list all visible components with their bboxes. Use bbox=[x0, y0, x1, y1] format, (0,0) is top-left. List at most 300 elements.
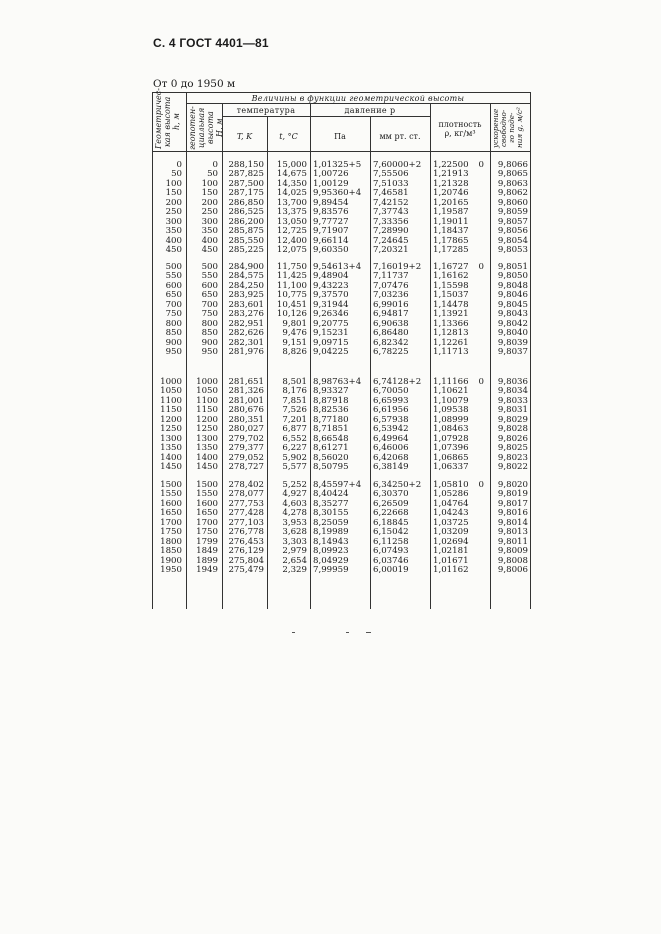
cell-H: 500 bbox=[201, 262, 218, 272]
cell-H: 1400 bbox=[196, 452, 218, 463]
table-row bbox=[152, 547, 530, 556]
cell-H: 650 bbox=[201, 290, 218, 301]
cell-rho: 1,21328 bbox=[433, 178, 469, 189]
cell-pa: 1,00726 bbox=[313, 169, 349, 180]
cell-h: 150 bbox=[165, 188, 182, 199]
cell-h: 1400 bbox=[160, 452, 182, 463]
cell-pa: 9,83576 bbox=[313, 207, 349, 218]
cell-mm: 7,20321 bbox=[373, 245, 409, 256]
header-geopot-height: геопотен-циальная высота H, м bbox=[188, 106, 224, 150]
cell-pa: 8,71851 bbox=[313, 424, 349, 435]
cell-pa: 9,66114 bbox=[313, 235, 349, 246]
table-right-rule bbox=[530, 92, 531, 609]
scan-speck bbox=[346, 632, 349, 633]
cell-g: 9,8054 bbox=[497, 235, 528, 246]
page-header: С. 4 ГОСТ 4401—81 bbox=[153, 36, 269, 50]
cell-H: 1450 bbox=[196, 462, 218, 473]
cell-t: 13,050 bbox=[276, 216, 307, 227]
cell-g: 9,8042 bbox=[497, 318, 528, 329]
header-mmhg: мм рт. ст. bbox=[379, 132, 421, 141]
cell-pa: 8,93327 bbox=[313, 386, 349, 397]
cell-t: 4,603 bbox=[282, 498, 307, 509]
cell-e: 0 bbox=[478, 160, 484, 170]
cell-T: 276,453 bbox=[228, 536, 264, 547]
cell-mm: 6,82342 bbox=[373, 337, 409, 348]
cell-mm: 6,15042 bbox=[373, 527, 409, 538]
cell-rho: 1,10621 bbox=[433, 386, 469, 397]
cell-T: 280,027 bbox=[228, 424, 264, 435]
cell-T: 279,702 bbox=[228, 433, 264, 444]
cell-mm: 6,99016 bbox=[373, 299, 409, 310]
cell-g: 9,8039 bbox=[497, 337, 528, 348]
cell-mm: 7,46581 bbox=[373, 188, 409, 199]
cell-T: 282,626 bbox=[228, 328, 264, 339]
cell-h: 850 bbox=[165, 328, 182, 339]
cell-mm: 6,57938 bbox=[373, 414, 409, 425]
cell-rho: 1,01671 bbox=[433, 555, 469, 566]
header-pa: Па bbox=[334, 132, 346, 141]
cell-g: 9,8026 bbox=[497, 433, 528, 444]
cell-T: 277,428 bbox=[228, 508, 264, 519]
cell-g: 9,8014 bbox=[497, 517, 528, 528]
table-row bbox=[152, 291, 530, 300]
cell-t: 14,675 bbox=[276, 169, 307, 180]
cell-pa: 8,19989 bbox=[313, 527, 349, 538]
table-row bbox=[152, 444, 530, 453]
header-pressure: давление p bbox=[344, 106, 396, 115]
cell-h: 950 bbox=[165, 347, 182, 358]
cell-t: 2,979 bbox=[282, 546, 307, 557]
cell-pa: 8,40424 bbox=[313, 489, 349, 500]
cell-t: 11,425 bbox=[276, 271, 307, 282]
cell-T: 283,601 bbox=[228, 299, 264, 310]
cell-pa: 9,20775 bbox=[313, 318, 349, 329]
cell-mm: 7,11737 bbox=[373, 271, 409, 282]
cell-t: 7,851 bbox=[282, 395, 307, 406]
cell-t: 9,476 bbox=[282, 328, 307, 339]
cell-g: 9,8036 bbox=[497, 377, 528, 387]
cell-h: 1750 bbox=[160, 527, 182, 538]
cell-pa: 9,89454 bbox=[313, 197, 349, 208]
cell-g: 9,8063 bbox=[497, 178, 528, 189]
cell-g: 9,8040 bbox=[497, 328, 528, 339]
cell-t: 5,577 bbox=[282, 462, 307, 473]
cell-h: 350 bbox=[165, 226, 182, 237]
cell-rho: 1,16162 bbox=[433, 271, 469, 282]
cell-T: 279,377 bbox=[228, 443, 264, 454]
cell-mm: 6,94817 bbox=[373, 309, 409, 320]
cell-rho: 1,20165 bbox=[433, 197, 469, 208]
cell-T: 283,925 bbox=[228, 290, 264, 301]
cell-g: 9,8045 bbox=[497, 299, 528, 310]
cell-rho: 1,16727 bbox=[433, 262, 469, 272]
cell-h: 400 bbox=[165, 235, 182, 246]
cell-g: 9,8060 bbox=[497, 197, 528, 208]
cell-g: 9,8008 bbox=[497, 555, 528, 566]
cell-mm: 6,78225 bbox=[373, 347, 409, 358]
cell-g: 9,8029 bbox=[497, 414, 528, 425]
cell-pa: 8,45597+4 bbox=[313, 480, 362, 490]
cell-H: 1300 bbox=[196, 433, 218, 444]
cell-mm: 6,65993 bbox=[373, 395, 409, 406]
cell-mm: 6,07493 bbox=[373, 546, 409, 557]
cell-h: 1450 bbox=[160, 462, 182, 473]
cell-mm: 6,26509 bbox=[373, 498, 409, 509]
cell-rho: 1,08999 bbox=[433, 414, 469, 425]
cell-H: 1500 bbox=[196, 480, 218, 490]
cell-pa: 9,09715 bbox=[313, 337, 349, 348]
cell-mm: 6,70050 bbox=[373, 386, 409, 397]
cell-g: 9,8033 bbox=[497, 395, 528, 406]
cell-pa: 9,15231 bbox=[313, 328, 349, 339]
cell-rho: 1,07396 bbox=[433, 443, 469, 454]
cell-H: 450 bbox=[201, 245, 218, 256]
cell-rho: 1,17865 bbox=[433, 235, 469, 246]
cell-T: 280,676 bbox=[228, 405, 264, 416]
cell-t: 11,750 bbox=[276, 262, 307, 272]
header-temperature: температура bbox=[236, 106, 296, 115]
cell-T: 287,825 bbox=[228, 169, 264, 180]
cell-H: 1350 bbox=[196, 443, 218, 454]
cell-T: 287,500 bbox=[228, 178, 264, 189]
cell-g: 9,8006 bbox=[497, 565, 528, 576]
cell-h: 450 bbox=[165, 245, 182, 256]
cell-pa: 8,35277 bbox=[313, 498, 349, 509]
cell-T: 277,753 bbox=[228, 498, 264, 509]
cell-pa: 8,25059 bbox=[313, 517, 349, 528]
cell-g: 9,8017 bbox=[497, 498, 528, 509]
cell-t: 10,451 bbox=[276, 299, 307, 310]
cell-h: 1900 bbox=[160, 555, 182, 566]
cell-mm: 6,49964 bbox=[373, 433, 409, 444]
header-accel: ускорение свободно-го паде-ния g, м/с² bbox=[491, 107, 524, 149]
cell-H: 700 bbox=[201, 299, 218, 310]
cell-rho: 1,15037 bbox=[433, 290, 469, 301]
header-bottom-rule bbox=[152, 151, 530, 152]
cell-h: 100 bbox=[165, 178, 182, 189]
header-t: t, °C bbox=[279, 132, 298, 141]
cell-g: 9,8059 bbox=[497, 207, 528, 218]
cell-rho: 1,02181 bbox=[433, 546, 469, 557]
cell-h: 1200 bbox=[160, 414, 182, 425]
cell-g: 9,8022 bbox=[497, 462, 528, 473]
cell-h: 1700 bbox=[160, 517, 182, 528]
cell-T: 278,727 bbox=[228, 462, 264, 473]
cell-pa: 8,61271 bbox=[313, 443, 349, 454]
temperature-rule bbox=[222, 116, 310, 117]
cell-T: 286,850 bbox=[228, 197, 264, 208]
cell-g: 9,8023 bbox=[497, 452, 528, 463]
cell-h: 800 bbox=[165, 318, 182, 329]
table-row bbox=[152, 406, 530, 415]
cell-H: 1949 bbox=[196, 565, 218, 576]
cell-h: 1150 bbox=[160, 405, 182, 416]
header-density: плотность ρ, кг/м³ bbox=[438, 120, 482, 138]
cell-g: 9,8048 bbox=[497, 280, 528, 291]
table-row bbox=[152, 566, 530, 575]
cell-rho: 1,13366 bbox=[433, 318, 469, 329]
cell-T: 285,550 bbox=[228, 235, 264, 246]
cell-t: 13,375 bbox=[276, 207, 307, 218]
cell-h: 50 bbox=[171, 169, 182, 180]
cell-T: 282,951 bbox=[228, 318, 264, 329]
cell-h: 750 bbox=[165, 309, 182, 320]
cell-g: 9,8053 bbox=[497, 245, 528, 256]
cell-h: 1250 bbox=[160, 424, 182, 435]
cell-h: 0 bbox=[176, 160, 182, 170]
cell-h: 1600 bbox=[160, 498, 182, 509]
cell-pa: 9,43223 bbox=[313, 280, 349, 291]
scan-speck bbox=[366, 632, 371, 633]
table-row bbox=[152, 528, 530, 537]
cell-rho: 1,15598 bbox=[433, 280, 469, 291]
cell-t: 8,176 bbox=[282, 386, 307, 397]
cell-rho: 1,04764 bbox=[433, 498, 469, 509]
cell-g: 9,8016 bbox=[497, 508, 528, 519]
table-row bbox=[152, 189, 530, 198]
header-geom-height: Геометричес-кая высота h, м bbox=[154, 88, 181, 149]
table-row bbox=[152, 425, 530, 434]
cell-g: 9,8050 bbox=[497, 271, 528, 282]
cell-mm: 6,03746 bbox=[373, 555, 409, 566]
cell-pa: 9,48904 bbox=[313, 271, 349, 282]
cell-pa: 8,56020 bbox=[313, 452, 349, 463]
range-label: От 0 до 1950 м bbox=[153, 78, 236, 90]
cell-mm: 7,33356 bbox=[373, 216, 409, 227]
cell-g: 9,8031 bbox=[497, 405, 528, 416]
data-table bbox=[152, 88, 530, 609]
cell-h: 1650 bbox=[160, 508, 182, 519]
cell-T: 276,778 bbox=[228, 527, 264, 538]
cell-pa: 9,37570 bbox=[313, 290, 349, 301]
cell-T: 281,001 bbox=[228, 395, 264, 406]
cell-mm: 6,74128+2 bbox=[373, 377, 422, 387]
cell-H: 1750 bbox=[196, 527, 218, 538]
cell-g: 9,8062 bbox=[497, 188, 528, 199]
cell-g: 9,8009 bbox=[497, 546, 528, 557]
cell-g: 9,8056 bbox=[497, 226, 528, 237]
cell-H: 1849 bbox=[196, 546, 218, 557]
cell-h: 200 bbox=[165, 197, 182, 208]
group-title-rule bbox=[186, 103, 530, 104]
cell-g: 9,8037 bbox=[497, 347, 528, 358]
cell-h: 1500 bbox=[160, 480, 182, 490]
cell-t: 8,501 bbox=[282, 377, 307, 387]
cell-t: 3,628 bbox=[282, 527, 307, 538]
cell-T: 284,250 bbox=[228, 280, 264, 291]
header-group-title: Величины в функции геометрической высоты bbox=[251, 94, 465, 103]
cell-rho: 1,12813 bbox=[433, 328, 469, 339]
cell-pa: 9,31944 bbox=[313, 299, 349, 310]
cell-t: 4,927 bbox=[282, 489, 307, 500]
cell-mm: 7,07476 bbox=[373, 280, 409, 291]
cell-g: 9,8013 bbox=[497, 527, 528, 538]
cell-t: 2,329 bbox=[282, 565, 307, 576]
cell-rho: 1,09538 bbox=[433, 405, 469, 416]
cell-H: 150 bbox=[201, 188, 218, 199]
cell-rho: 1,10079 bbox=[433, 395, 469, 406]
cell-T: 283,276 bbox=[228, 309, 264, 320]
cell-H: 850 bbox=[201, 328, 218, 339]
cell-H: 0 bbox=[212, 160, 218, 170]
cell-t: 9,801 bbox=[282, 318, 307, 329]
cell-t: 15,000 bbox=[276, 160, 307, 170]
cell-H: 200 bbox=[201, 197, 218, 208]
cell-pa: 8,50795 bbox=[313, 462, 349, 473]
cell-rho: 1,06337 bbox=[433, 462, 469, 473]
cell-t: 14,350 bbox=[276, 178, 307, 189]
cell-pa: 8,82536 bbox=[313, 405, 349, 416]
cell-T: 276,129 bbox=[228, 546, 264, 557]
cell-t: 6,552 bbox=[282, 433, 307, 444]
cell-t: 12,725 bbox=[276, 226, 307, 237]
cell-T: 279,052 bbox=[228, 452, 264, 463]
cell-rho: 1,06865 bbox=[433, 452, 469, 463]
cell-H: 1150 bbox=[196, 405, 218, 416]
table-row bbox=[152, 329, 530, 338]
cell-t: 12,075 bbox=[276, 245, 307, 256]
cell-T: 284,900 bbox=[228, 262, 264, 272]
cell-pa: 8,87918 bbox=[313, 395, 349, 406]
cell-rho: 1,11166 bbox=[433, 377, 469, 387]
cell-H: 1550 bbox=[196, 489, 218, 500]
cell-t: 8,826 bbox=[282, 347, 307, 358]
cell-pa: 8,09923 bbox=[313, 546, 349, 557]
cell-h: 1000 bbox=[160, 377, 182, 387]
cell-rho: 1,04243 bbox=[433, 508, 469, 519]
cell-mm: 7,42152 bbox=[373, 197, 409, 208]
cell-rho: 1,07928 bbox=[433, 433, 469, 444]
cell-t: 11,100 bbox=[276, 280, 307, 291]
cell-mm: 7,55506 bbox=[373, 169, 409, 180]
cell-H: 1700 bbox=[196, 517, 218, 528]
cell-pa: 8,77180 bbox=[313, 414, 349, 425]
cell-H: 1000 bbox=[196, 377, 218, 387]
cell-pa: 8,04929 bbox=[313, 555, 349, 566]
cell-e: 0 bbox=[478, 377, 484, 387]
cell-T: 281,651 bbox=[228, 377, 264, 387]
cell-T: 287,175 bbox=[228, 188, 264, 199]
cell-H: 1650 bbox=[196, 508, 218, 519]
cell-T: 281,976 bbox=[228, 347, 264, 358]
cell-rho: 1,19587 bbox=[433, 207, 469, 218]
cell-t: 13,700 bbox=[276, 197, 307, 208]
cell-T: 286,200 bbox=[228, 216, 264, 227]
cell-T: 278,402 bbox=[228, 480, 264, 490]
cell-pa: 9,60350 bbox=[313, 245, 349, 256]
cell-T: 281,326 bbox=[228, 386, 264, 397]
cell-g: 9,8011 bbox=[497, 536, 528, 547]
cell-t: 5,902 bbox=[282, 452, 307, 463]
cell-H: 350 bbox=[201, 226, 218, 237]
cell-t: 12,400 bbox=[276, 235, 307, 246]
cell-mm: 6,18845 bbox=[373, 517, 409, 528]
cell-mm: 6,22668 bbox=[373, 508, 409, 519]
cell-pa: 8,98763+4 bbox=[313, 377, 362, 387]
table-row bbox=[152, 310, 530, 319]
cell-g: 9,8028 bbox=[497, 424, 528, 435]
cell-pa: 1,01325+5 bbox=[313, 160, 362, 170]
cell-t: 10,775 bbox=[276, 290, 307, 301]
cell-T: 280,351 bbox=[228, 414, 264, 425]
cell-g: 9,8066 bbox=[497, 160, 528, 170]
cell-pa: 1,00129 bbox=[313, 178, 349, 189]
cell-pa: 9,77727 bbox=[313, 216, 349, 227]
cell-rho: 1,13921 bbox=[433, 309, 469, 320]
cell-g: 9,8034 bbox=[497, 386, 528, 397]
cell-T: 275,804 bbox=[228, 555, 264, 566]
cell-e: 0 bbox=[478, 480, 484, 490]
cell-rho: 1,17285 bbox=[433, 245, 469, 256]
cell-rho: 1,22500 bbox=[433, 160, 469, 170]
cell-h: 1100 bbox=[160, 395, 182, 406]
cell-T: 284,575 bbox=[228, 271, 264, 282]
cell-t: 14,025 bbox=[276, 188, 307, 199]
cell-rho: 1,02694 bbox=[433, 536, 469, 547]
cell-pa: 9,95360+4 bbox=[313, 188, 362, 199]
cell-H: 1200 bbox=[196, 414, 218, 425]
cell-rho: 1,08463 bbox=[433, 424, 469, 435]
cell-H: 600 bbox=[201, 280, 218, 291]
cell-h: 700 bbox=[165, 299, 182, 310]
cell-H: 950 bbox=[201, 347, 218, 358]
cell-g: 9,8051 bbox=[497, 262, 528, 272]
cell-h: 1550 bbox=[160, 489, 182, 500]
cell-mm: 7,24645 bbox=[373, 235, 409, 246]
cell-rho: 1,11713 bbox=[433, 347, 469, 358]
cell-rho: 1,21913 bbox=[433, 169, 469, 180]
cell-t: 5,252 bbox=[282, 480, 307, 490]
cell-H: 1050 bbox=[196, 386, 218, 397]
cell-rho: 1,05286 bbox=[433, 489, 469, 500]
cell-H: 1600 bbox=[196, 498, 218, 509]
cell-h: 1850 bbox=[160, 546, 182, 557]
cell-t: 2,654 bbox=[282, 555, 307, 566]
cell-g: 9,8025 bbox=[497, 443, 528, 454]
cell-h: 550 bbox=[165, 271, 182, 282]
cell-g: 9,8065 bbox=[497, 169, 528, 180]
cell-mm: 6,34250+2 bbox=[373, 480, 422, 490]
cell-g: 9,8043 bbox=[497, 309, 528, 320]
cell-pa: 8,14943 bbox=[313, 536, 349, 547]
cell-rho: 1,18437 bbox=[433, 226, 469, 237]
cell-pa: 9,71907 bbox=[313, 226, 349, 237]
cell-H: 100 bbox=[201, 178, 218, 189]
cell-rho: 1,05810 bbox=[433, 480, 469, 490]
cell-g: 9,8057 bbox=[497, 216, 528, 227]
cell-h: 1950 bbox=[160, 565, 182, 576]
cell-pa: 8,66548 bbox=[313, 433, 349, 444]
cell-T: 288,150 bbox=[228, 160, 264, 170]
cell-H: 550 bbox=[201, 271, 218, 282]
cell-mm: 7,60000+2 bbox=[373, 160, 422, 170]
cell-h: 500 bbox=[165, 262, 182, 272]
cell-t: 3,953 bbox=[282, 517, 307, 528]
cell-mm: 6,38149 bbox=[373, 462, 409, 473]
cell-H: 750 bbox=[201, 309, 218, 320]
cell-T: 282,301 bbox=[228, 337, 264, 348]
cell-rho: 1,12261 bbox=[433, 337, 469, 348]
cell-mm: 6,46006 bbox=[373, 443, 409, 454]
cell-mm: 6,61956 bbox=[373, 405, 409, 416]
cell-T: 277,103 bbox=[228, 517, 264, 528]
cell-T: 275,479 bbox=[228, 565, 264, 576]
cell-t: 7,526 bbox=[282, 405, 307, 416]
cell-pa: 7,99959 bbox=[313, 565, 349, 576]
table-row bbox=[152, 208, 530, 217]
table-top-rule bbox=[152, 92, 530, 93]
cell-g: 9,8020 bbox=[497, 480, 528, 490]
